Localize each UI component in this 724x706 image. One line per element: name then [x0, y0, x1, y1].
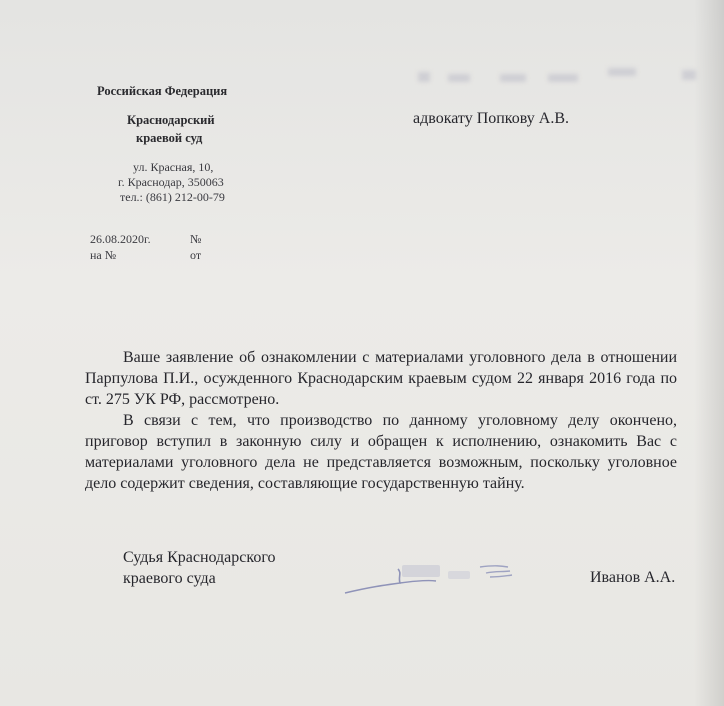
country-name: Российская Федерация [97, 84, 228, 98]
court-name-line2: краевой суд [136, 131, 203, 145]
redaction-block [500, 74, 526, 82]
redaction-block [448, 74, 470, 82]
number-sign: № [190, 232, 202, 246]
address-line2: г. Краснодар, 350063 [118, 175, 224, 189]
signer-position-line1: Судья Краснодарского [123, 549, 276, 566]
redaction-block [418, 72, 430, 82]
court-name-line1: Краснодарский [127, 113, 215, 127]
signer-name: Иванов А.А. [590, 569, 676, 586]
signer-position-line2: краевого суда [123, 570, 216, 587]
signature-mark [340, 555, 530, 600]
recipient: адвокату Попкову А.В. [413, 110, 569, 127]
ref-number-label: на № [90, 248, 117, 262]
letter-date: 26.08.2020г. [90, 232, 151, 246]
body-paragraph-2: В связи с тем, что производство по данному уголовному делу окончено, приговор вступил в законную силу и обращен к исполнению, ознакомить Вас с материалами уголовного дела не представляется возможным, поскольку уголовное дело содержит сведения, составляющие государственную тайну. [85, 412, 677, 492]
redaction-block [608, 68, 636, 76]
phone-line: тел.: (861) 212-00-79 [120, 190, 225, 204]
redaction-block [682, 70, 696, 80]
redaction-block [548, 74, 578, 82]
body-paragraph-1: Ваше заявление об ознакомлении с материалами уголовного дела в отношении Парпулова П.И., осужденного Краснодарским краевым судом 22 января 2016 года по ст. 275 УК РФ, рассмотрено. [85, 349, 677, 408]
address-line1: ул. Красная, 10, [133, 160, 214, 174]
from-label: от [190, 248, 202, 262]
